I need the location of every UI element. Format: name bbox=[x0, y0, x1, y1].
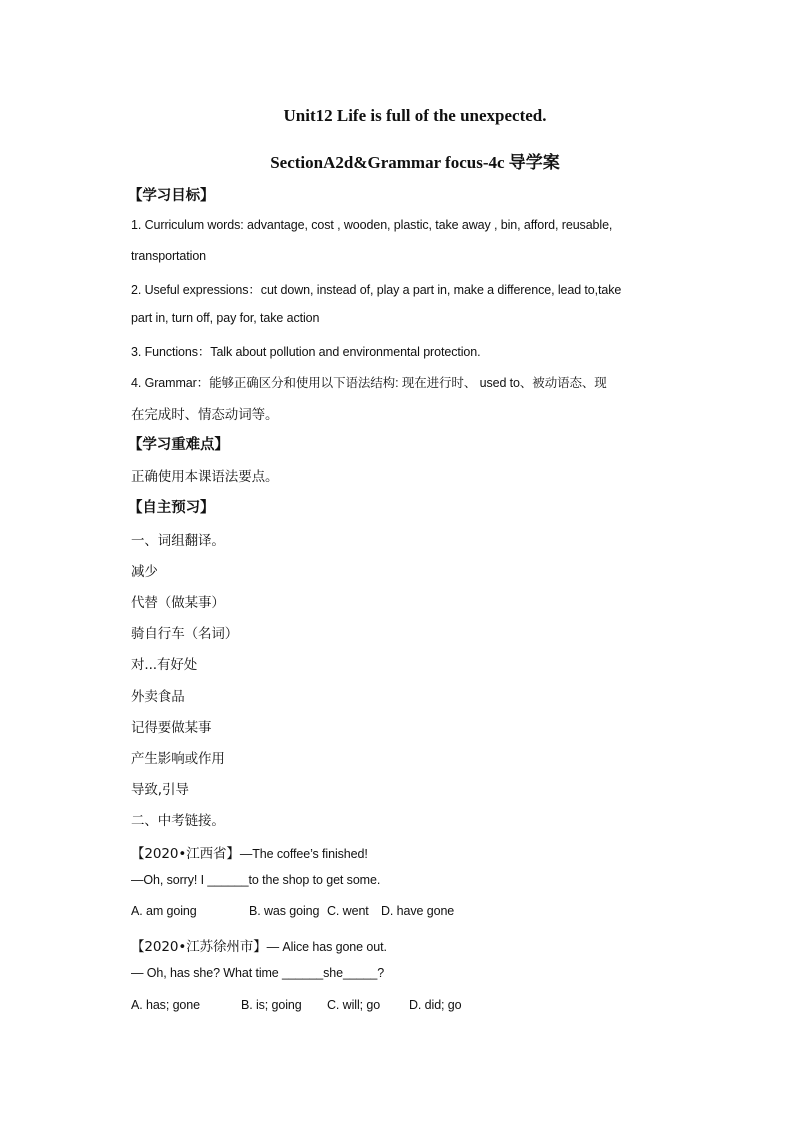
option-d: D. did; go bbox=[409, 998, 462, 1012]
goals-line-1: 1. Curriculum words: advantage, cost , wooden, plastic, take away , bin, afford, reusable, bbox=[131, 218, 613, 232]
question-2-options bbox=[131, 998, 462, 1012]
goals-line-3: 2. Useful expressions：cut down, instead of, play a part in, make a difference, lead to,take bbox=[131, 283, 622, 297]
option-d: D. have gone bbox=[381, 904, 455, 918]
key-points-text: 正确使用本课语法要点。 bbox=[131, 469, 279, 485]
question-1-source: 【2020•江西省】 bbox=[131, 846, 240, 862]
option-a: A. am going bbox=[131, 904, 197, 918]
question-2-line-2: — Oh, has she? What time ______she_____? bbox=[131, 966, 385, 980]
option-c: C. will; go bbox=[327, 998, 381, 1012]
phrase-item: 记得要做某事 bbox=[131, 720, 212, 736]
question-1-options bbox=[131, 904, 454, 918]
goals-line-6: 4. Grammar：能够正确区分和使用以下语法结构: 现在进行时、 used to、被动语态、现 bbox=[131, 376, 607, 390]
key-points-heading: 【学习重难点】 bbox=[128, 437, 229, 453]
phrase-item: 外卖食品 bbox=[131, 689, 185, 705]
phrase-item: 对...有好处 bbox=[131, 657, 198, 673]
question-2-line-1 bbox=[131, 935, 387, 955]
option-b: B. was going bbox=[249, 904, 320, 918]
question-2-prompt: — Alice has gone out. bbox=[266, 940, 387, 954]
document-title: Unit12 Life is full of the unexpected. bbox=[283, 106, 547, 125]
goals-line-4: part in, turn off, pay for, take action bbox=[131, 311, 320, 325]
option-c: C. went bbox=[327, 904, 369, 918]
goals-line-5: 3. Functions：Talk about pollution and environmental protection. bbox=[131, 345, 481, 359]
phrase-item: 代替（做某事） bbox=[131, 595, 225, 611]
question-2-source: 【2020•江苏徐州市】 bbox=[131, 939, 267, 955]
phrase-item: 骑自行车（名词） bbox=[131, 626, 239, 642]
option-b: B. is; going bbox=[241, 998, 302, 1012]
phrase-item: 产生影响或作用 bbox=[131, 751, 225, 767]
option-a: A. has; gone bbox=[131, 998, 200, 1012]
goals-heading: 【学习目标】 bbox=[128, 188, 215, 204]
section-2-title: 二、中考链接。 bbox=[131, 813, 225, 829]
phrase-item: 导致,引导 bbox=[131, 782, 189, 798]
question-1-line-2: —Oh, sorry! I ______to the shop to get some. bbox=[131, 873, 381, 887]
goals-line-2: transportation bbox=[131, 249, 207, 263]
question-1-line-1 bbox=[131, 842, 368, 862]
goals-line-7: 在完成时、情态动词等。 bbox=[131, 407, 279, 423]
phrase-item: 减少 bbox=[131, 564, 158, 580]
section-1-title: 一、词组翻译。 bbox=[131, 533, 225, 549]
document-subtitle: SectionA2d&Grammar focus-4c 导学案 bbox=[270, 153, 560, 172]
preview-heading: 【自主预习】 bbox=[128, 500, 215, 516]
question-1-prompt: —The coffee’s finished! bbox=[239, 847, 368, 861]
